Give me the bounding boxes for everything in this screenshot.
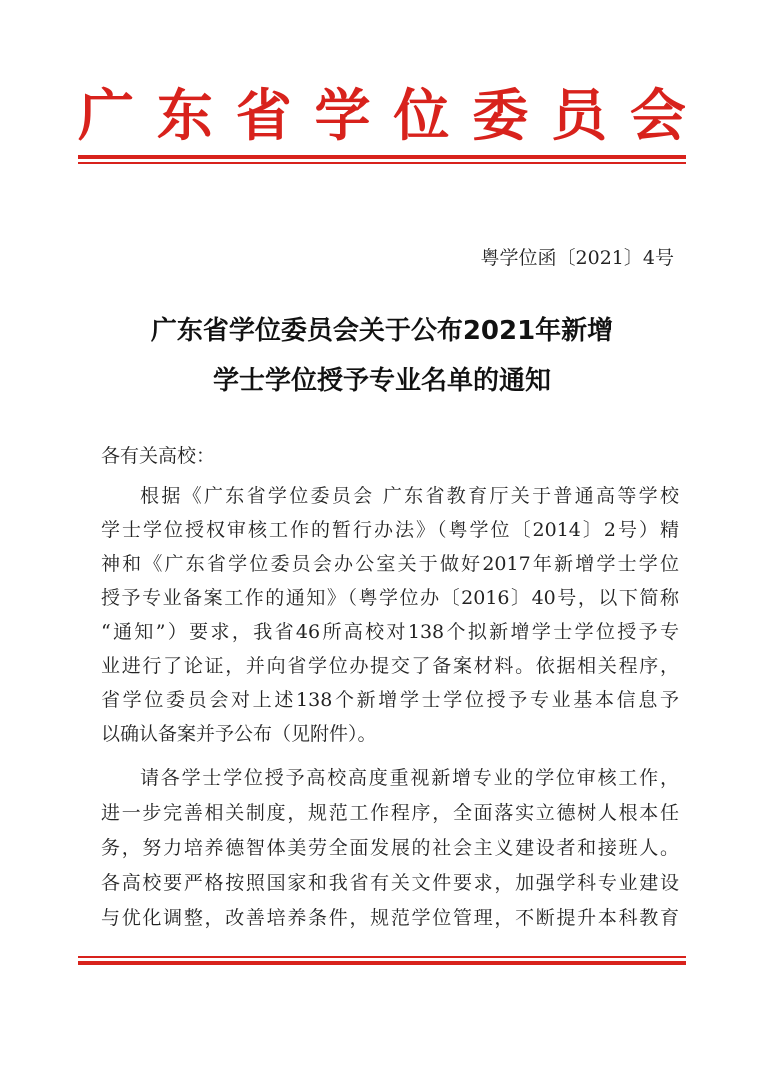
masthead-char: 委 [472,83,529,149]
masthead-rule-thick [78,155,686,159]
masthead-title [78,72,686,152]
body-line: 各高校要严格按照国家和我省有关文件要求，加强学科专业建设 [101,872,679,894]
body-line: 以确认备案并予公布（见附件）。 [101,723,377,745]
masthead-char: 学 [314,83,371,149]
masthead-char: 会 [629,83,686,149]
body-line: 请各学士学位授予高校高度重视新增专业的学位审核工作， [140,767,679,789]
masthead-char: 员 [551,83,608,149]
footer-rule-thick [78,961,686,965]
document-title-line2: 学士学位授予专业名单的通知 [212,366,551,396]
masthead-char: 东 [156,83,213,149]
document-title-line1: 广东省学位委员会关于公布2021年新增 [150,316,614,346]
body-line: 省学位委员会对上述138个新增学士学位授予专业基本信息予 [101,689,679,711]
document-number: 粤学位函〔2021〕4号 [480,247,674,269]
masthead-char: 省 [235,83,292,149]
masthead-rule-thin [78,162,686,164]
body-line: 与优化调整，改善培养条件，规范学位管理，不断提升本科教育 [101,907,679,929]
body-line: 业进行了论证，并向省学位办提交了备案材料。依据相关程序， [101,655,679,677]
body-line: 根据《广东省学位委员会 广东省教育厅关于普通高等学校 [140,485,679,507]
salutation: 各有关高校： [101,445,216,467]
body-line: 神和《广东省学位委员会办公室关于做好2017年新增学士学位 [101,553,679,575]
masthead-char: 广 [78,83,134,149]
body-line: 务，努力培养德智体美劳全面发展的社会主义建设者和接班人。 [101,837,679,859]
masthead-char: 位 [393,83,450,149]
footer-rule-thin [78,956,686,958]
body-line: 进一步完善相关制度，规范工作程序，全面落实立德树人根本任 [101,802,679,824]
body-line: 学士学位授权审核工作的暂行办法》（粤学位〔2014〕2号）精 [101,519,679,541]
body-line: “通知”）要求，我省46所高校对138个拟新增学士学位授予专 [101,621,679,643]
body-line: 授予专业备案工作的通知》（粤学位办〔2016〕40号，以下简称 [101,587,679,609]
